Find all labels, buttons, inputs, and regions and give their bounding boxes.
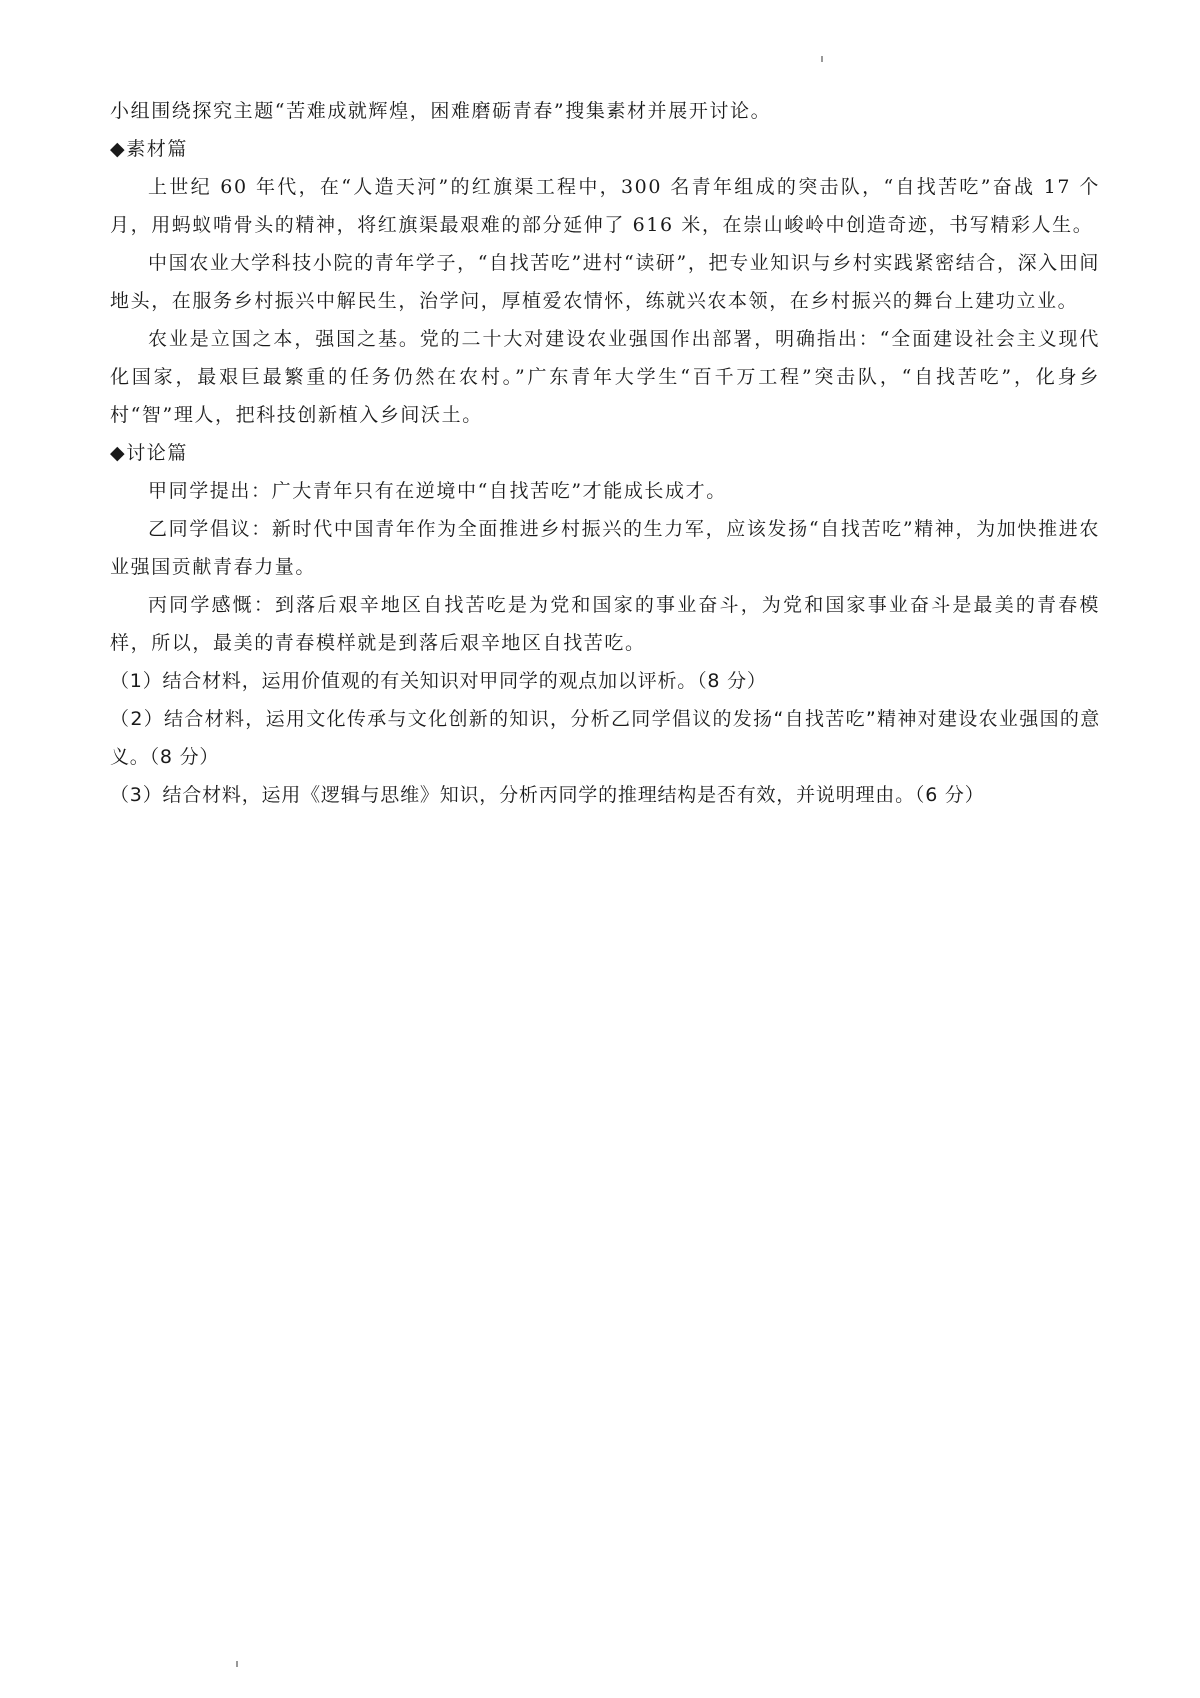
material-paragraph: 上世纪 60 年代，在“人造天河”的红旗渠工程中，300 名青年组成的突击队，“自找苦吃”奋战 17 个月，用蚂蚁啃骨头的精神，将红旗渠最艰难的部分延伸了 616 米，在崇山峻岭中创造奇迹，书写精彩人生。 [110, 176, 1100, 236]
intro-text: 小组围绕探究主题“苦难成就辉煌，困难磨砺青春”搜集素材并展开讨论。 [110, 100, 772, 122]
discussion-paragraph: 丙同学感慨：到落后艰辛地区自找苦吃是为党和国家的事业奋斗，为党和国家事业奋斗是最美的青春模样，所以，最美的青春模样就是到落后艰辛地区自找苦吃。 [110, 594, 1100, 654]
discussion-paragraph: 乙同学倡议：新时代中国青年作为全面推进乡村振兴的生力军，应该发扬“自找苦吃”精神，为加快推进农业强国贡献青春力量。 [110, 518, 1100, 578]
material-paragraph: 农业是立国之本，强国之基。党的二十大对建设农业强国作出部署，明确指出：“全面建设社会主义现代化国家，最艰巨最繁重的任务仍然在农村。”广东青年大学生“百千万工程”突击队，“自找苦吃”，化身乡村“智”理人，把科技创新植入乡间沃土。 [110, 328, 1100, 426]
scan-mark-top [821, 56, 823, 62]
exam-page [110, 92, 1100, 814]
section-heading-materials: ◆素材篇 [110, 138, 189, 160]
scan-mark-bottom [236, 1661, 238, 1667]
question-2: （2）结合材料，运用文化传承与文化创新的知识，分析乙同学倡议的发扬“自找苦吃”精神对建设农业强国的意义。（8 分） [110, 708, 1100, 768]
discussion-paragraph: 甲同学提出：广大青年只有在逆境中“自找苦吃”才能成长成才。 [148, 480, 727, 502]
material-paragraph: 中国农业大学科技小院的青年学子，“自找苦吃”进村“读研”，把专业知识与乡村实践紧密结合，深入田间地头，在服务乡村振兴中解民生，治学问，厚植爱农情怀，练就兴农本领，在乡村振兴的舞台上建功立业。 [110, 252, 1100, 312]
question-1: （1）结合材料，运用价值观的有关知识对甲同学的观点加以评析。（8 分） [110, 670, 767, 692]
section-heading-discussion: ◆讨论篇 [110, 442, 189, 464]
question-3: （3）结合材料，运用《逻辑与思维》知识，分析丙同学的推理结构是否有效，并说明理由。（6 分） [110, 784, 985, 806]
